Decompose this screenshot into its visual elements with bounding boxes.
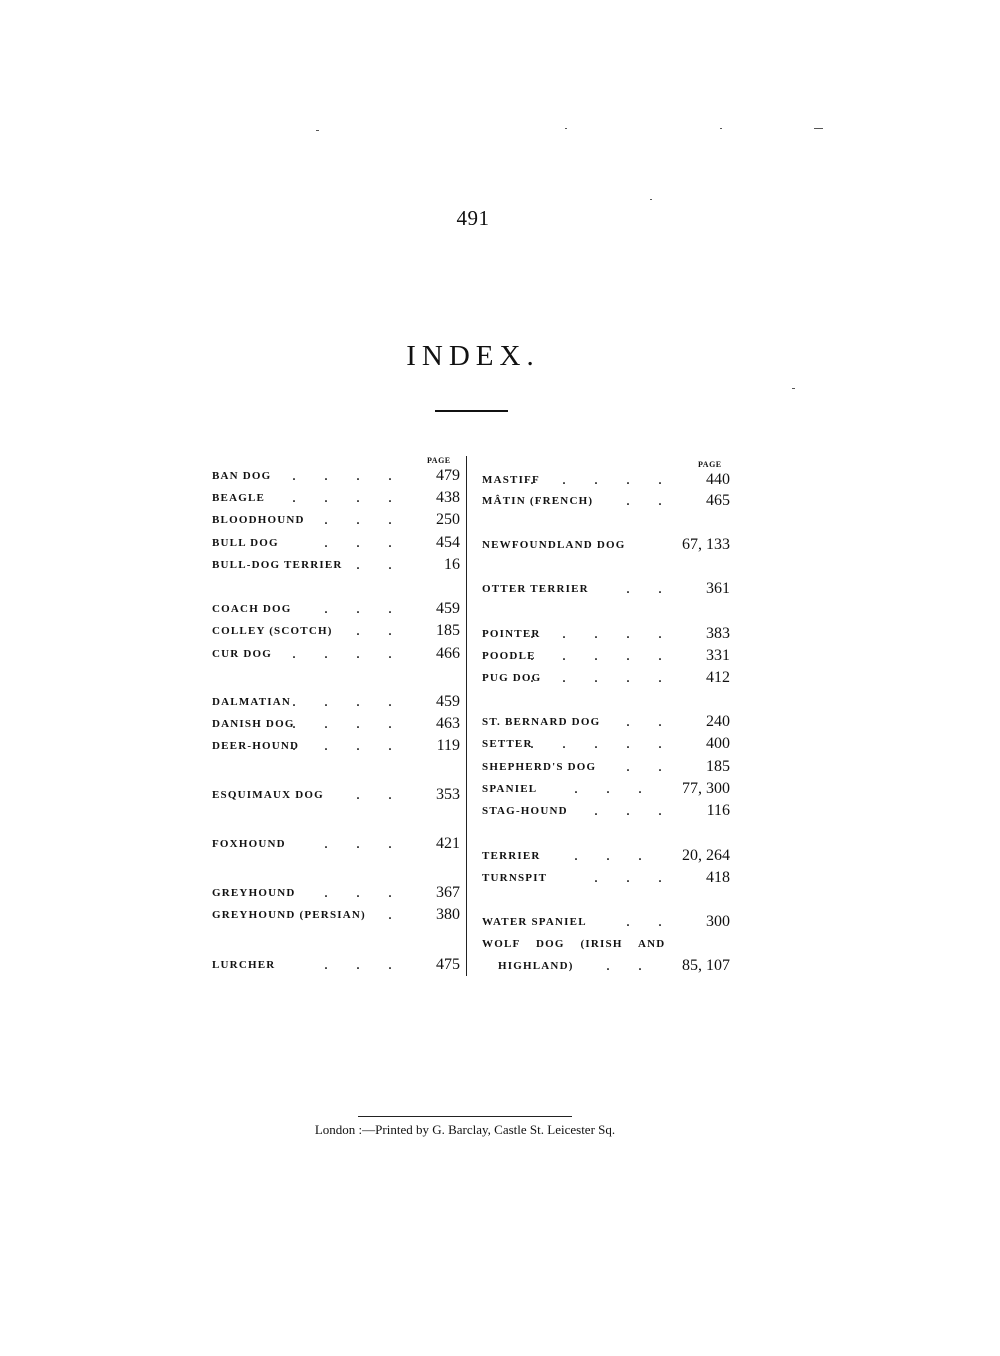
scan-speck [792,388,795,389]
index-entry-page: 116 [706,802,730,819]
leader-dots: . [388,906,420,923]
leader-dots: ..... [530,647,690,664]
right-page-column-header: PAGE [698,460,722,469]
index-entry-page: 240 [706,713,730,730]
index-entry-name: BULL DOG [212,537,279,549]
leader-dots: ... [324,600,420,617]
index-entry [482,535,730,555]
index-entry-name: OTTER TERRIER [482,583,589,595]
title-rule [435,410,508,412]
index-entry-name: MASTIFF [482,474,540,486]
index-entry-name: COACH DOG [212,603,292,615]
leader-dots: ... [324,534,420,551]
leader-dots: .. [626,580,690,597]
index-entry [482,668,730,688]
index-entry [482,646,730,666]
index-entry-page: 459 [436,693,460,710]
index-entry [212,533,460,553]
index-entry [482,470,730,490]
index-entry-name: SETTER [482,738,533,750]
index-entry [482,934,730,954]
index-entry-page: 300 [706,913,730,930]
index-entry-page: 16 [444,556,460,573]
leader-dots: ... [594,802,690,819]
footer-rule [358,1116,572,1117]
leader-dots: .. [356,786,420,803]
index-entry-page: 380 [436,906,460,923]
index-entry-name: FOXHOUND [212,838,286,850]
index-entry [212,488,460,508]
index-entry [482,868,730,888]
index-entry [212,466,460,486]
leader-dots: ... [594,869,690,886]
index-entry [212,714,460,734]
index-entry-page: 367 [436,884,460,901]
printer-imprint: London :—Printed by G. Barclay, Castle St. Leicester Sq. [314,1122,616,1137]
index-entry-name: SHEPHERD'S DOG [482,761,597,773]
index-entry-page: 119 [436,737,460,754]
leader-dots: .... [292,645,420,662]
leader-dots: .... [292,715,420,732]
index-entry-name: POINTER [482,628,541,640]
leader-dots: .. [606,957,670,974]
index-entry-page: 412 [706,669,730,686]
index-entry-page: 85, 107 [682,957,730,974]
leader-dots: .. [356,556,420,573]
index-entry [212,834,460,854]
index-entry [212,644,460,664]
index-entry-page: 361 [706,580,730,597]
index-entry-page: 479 [436,467,460,484]
index-entry-page: 77, 300 [682,780,730,797]
index-entry-name: BAN DOG [212,470,272,482]
leader-dots: ... [324,511,420,528]
leader-dots: .. [626,913,690,930]
index-entry-name: POODLE [482,650,536,662]
index-entry-page: 463 [436,715,460,732]
leader-dots: ... [574,780,670,797]
index-entry-name: WATER SPANIEL [482,916,587,928]
leader-dots: .... [292,467,420,484]
index-entry-name: LURCHER [212,959,276,971]
index-entry [212,599,460,619]
index-entry-name: TERRIER [482,850,541,862]
scan-speck [720,128,722,129]
index-entry-page: 331 [706,647,730,664]
leader-dots: .. [356,622,420,639]
index-entry [482,801,730,821]
leader-dots: ..... [530,625,690,642]
leader-dots: ..... [530,669,690,686]
leader-dots: .. [626,758,690,775]
index-entry [482,846,730,866]
index-entry-page: 400 [706,735,730,752]
leader-dots: .. [626,713,690,730]
index-entry-page: 67, 133 [682,536,730,553]
scan-speck [814,128,823,129]
index-entry [212,883,460,903]
index-entry-page: 475 [436,956,460,973]
index-entry [482,712,730,732]
leader-dots: .... [292,489,420,506]
index-entry-page: 440 [706,471,730,488]
leader-dots: ... [324,835,420,852]
leader-dots: ... [324,884,420,901]
index-entry [482,579,730,599]
index-entry [482,491,730,511]
index-entry [212,955,460,975]
index-entry [482,757,730,777]
index-entry [482,956,730,976]
scan-speck [316,130,319,131]
page-number: 491 [456,206,490,230]
index-entry-name: BEAGLE [212,492,266,504]
index-entry [212,510,460,530]
scan-speck [565,128,567,129]
index-entry-name: ESQUIMAUX DOG [212,789,324,801]
index-entry [482,912,730,932]
index-entry-page: 466 [436,645,460,662]
index-entry [482,624,730,644]
index-entry-page: 185 [706,758,730,775]
index-entry-name: BULL-DOG TERRIER [212,559,343,571]
index-entry-page: 353 [436,786,460,803]
index-entry-page: 20, 264 [682,847,730,864]
index-entry-name: DEER-HOUND [212,740,300,752]
page-title: INDEX. [406,340,540,372]
index-entry-page: 438 [436,489,460,506]
index-entry-page: 454 [436,534,460,551]
leader-dots: .... [292,737,420,754]
left-page-column-header: PAGE [427,456,451,465]
index-entry-name: MÂTIN (FRENCH) [482,495,594,507]
index-entry [212,692,460,712]
index-entry-page: 465 [706,492,730,509]
index-entry [212,785,460,805]
index-entry [212,555,460,575]
index-entry [212,905,460,925]
index-entry [212,621,460,641]
leader-dots: ... [324,956,420,973]
index-entry-name: NEWFOUNDLAND DOG [482,539,626,551]
leader-dots: ..... [530,471,690,488]
index-entry-name: SPANIEL [482,783,538,795]
index-entry [482,734,730,754]
index-entry-name: BLOODHOUND [212,514,305,526]
index-entry-name: DANISH DOG [212,718,295,730]
leader-dots: .... [292,693,420,710]
index-entry-page: 250 [436,511,460,528]
index-entry-page: 421 [436,835,460,852]
index-entry-name: DALMATIAN [212,696,292,708]
index-entry-name: WOLF DOG (IRISH AND [482,938,666,950]
index-entry-name: STAG-HOUND [482,805,568,817]
index-entry-page: 185 [436,622,460,639]
index-entry-page: 459 [436,600,460,617]
leader-dots: .. [626,492,690,509]
index-entry-name: ST. BERNARD DOG [482,716,601,728]
index-entry-name: GREYHOUND [212,887,296,899]
index-entry [482,779,730,799]
index-entry-page: 383 [706,625,730,642]
column-divider [466,456,467,976]
index-entry-name: COLLEY (SCOTCH) [212,625,333,637]
leader-dots: ..... [530,735,690,752]
index-entry [212,736,460,756]
index-entry-page: 418 [706,869,730,886]
index-entry-name: HIGHLAND) [498,960,574,972]
leader-dots: ... [574,847,670,864]
index-entry-name: GREYHOUND (PERSIAN) [212,909,366,921]
index-entry-name: TURNSPIT [482,872,548,884]
index-entry-name: PUG DOG [482,672,542,684]
scan-speck [650,199,652,200]
index-entry-name: CUR DOG [212,648,273,660]
